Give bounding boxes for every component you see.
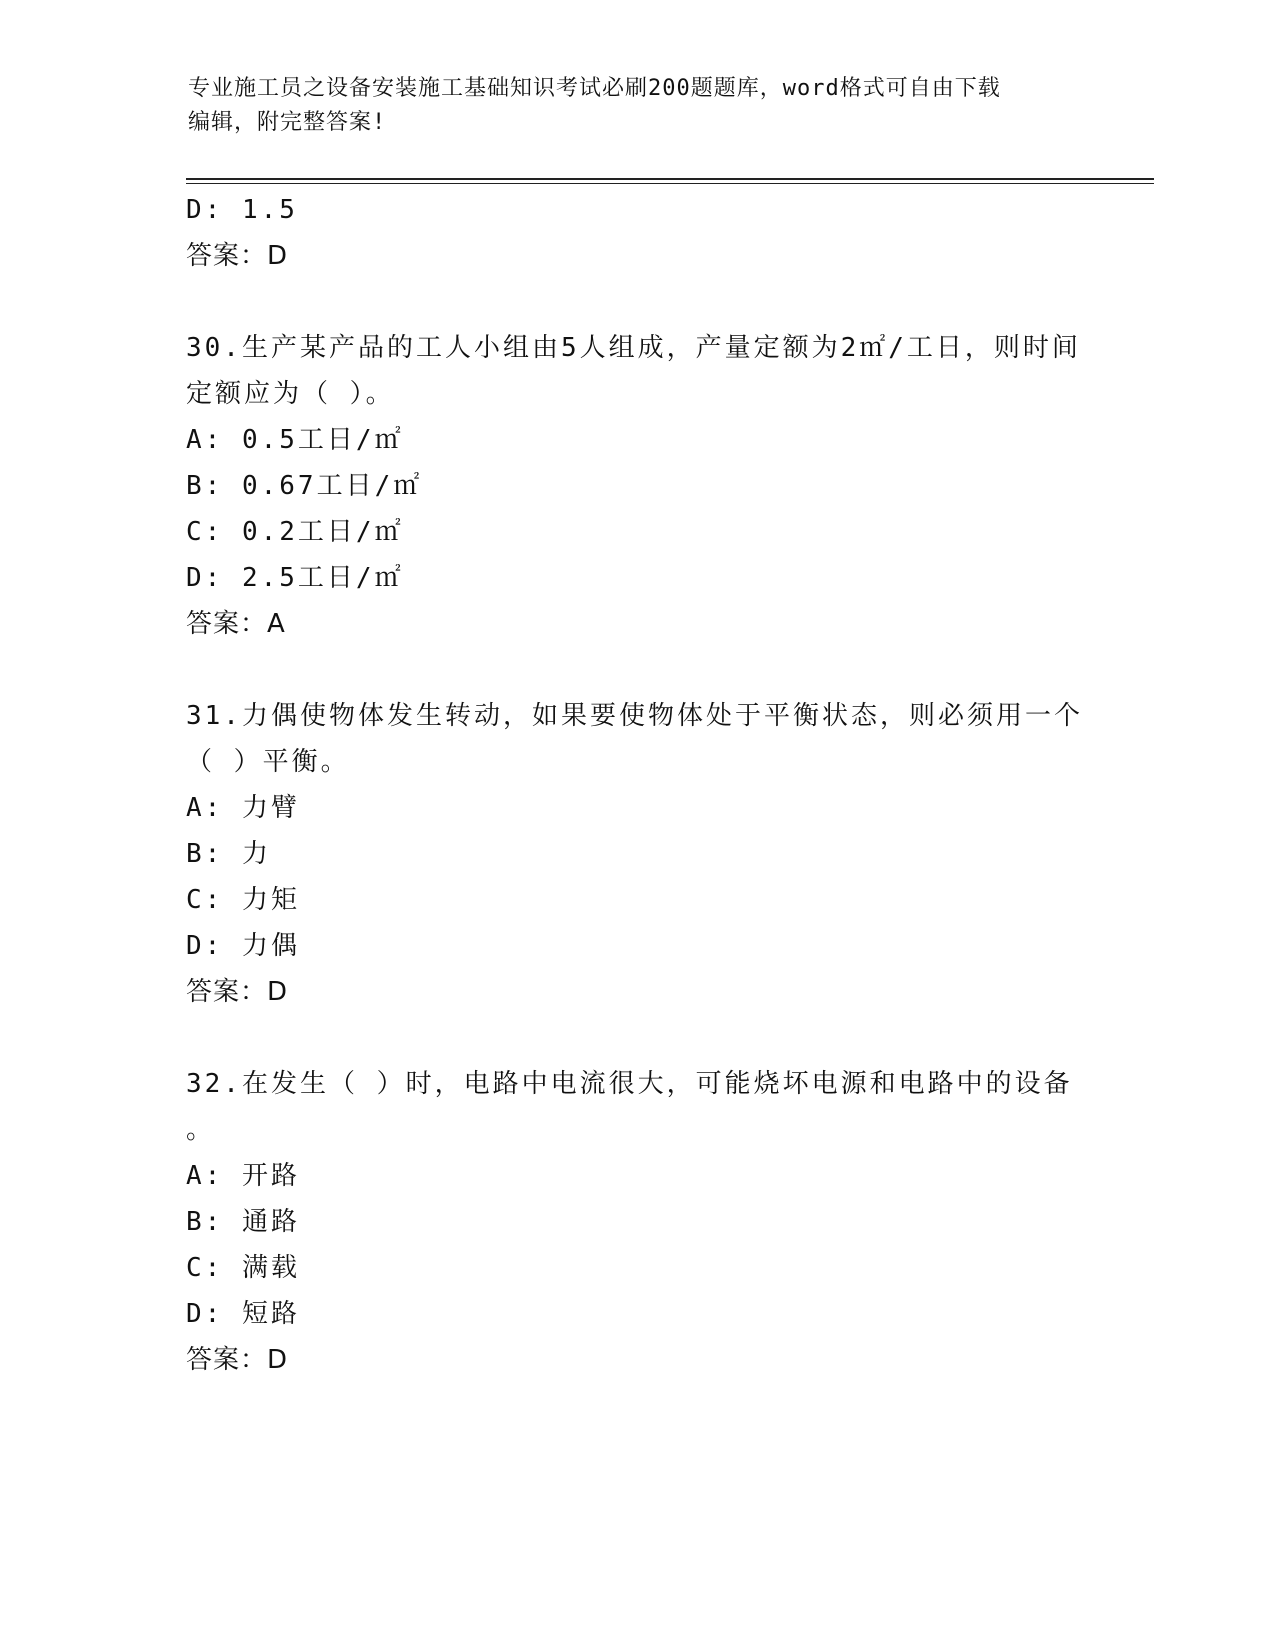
question-30: [186, 325, 1086, 647]
question-stem: 31.力偶使物体发生转动，如果要使物体处于平衡状态，则必须用一个: [186, 701, 1083, 731]
option-d: D: 力偶: [186, 931, 300, 961]
option-c: C: 力矩: [186, 885, 300, 915]
question-32: [186, 1061, 1086, 1383]
question-31: [186, 693, 1086, 1015]
question-stem-cont: 。: [186, 1115, 216, 1145]
document-header: [188, 72, 1068, 140]
question-stem-cont: 定额应为（ ）。: [186, 379, 395, 409]
header-divider-thin: [186, 183, 1154, 184]
option-a: A: 力臂: [186, 793, 300, 823]
option-b: B: 0.67工日/㎡: [186, 471, 423, 501]
answer: 答案：A: [186, 609, 286, 639]
prev-answer: 答案：D: [186, 241, 289, 271]
answer: 答案：D: [186, 977, 289, 1007]
prev-option-d: D: 1.5: [186, 195, 298, 225]
option-c: C: 0.2工日/㎡: [186, 517, 404, 547]
question-stem: 32.在发生（ ）时，电路中电流很大，可能烧坏电源和电路中的设备: [186, 1069, 1073, 1099]
option-a: A: 开路: [186, 1161, 300, 1191]
question-list: [186, 187, 1086, 1383]
header-divider-thick: [186, 178, 1154, 180]
header-line-2: 编辑，附完整答案!: [188, 110, 387, 135]
spacer: [186, 1015, 1086, 1061]
option-c: C: 满载: [186, 1253, 300, 1283]
option-b: B: 力: [186, 839, 271, 869]
option-a: A: 0.5工日/㎡: [186, 425, 404, 455]
question-stem: 30.生产某产品的工人小组由5人组成，产量定额为2㎡/工日，则时间: [186, 333, 1081, 363]
option-b: B: 通路: [186, 1207, 300, 1237]
option-d: D: 2.5工日/㎡: [186, 563, 404, 593]
question-stem-cont: （ ）平衡。: [186, 747, 350, 777]
spacer: [186, 279, 1086, 325]
header-line-1: 专业施工员之设备安装施工基础知识考试必刷200题题库，word格式可自由下载: [188, 76, 1001, 101]
option-d: D: 短路: [186, 1299, 300, 1329]
answer: 答案：D: [186, 1345, 289, 1375]
spacer: [186, 647, 1086, 693]
